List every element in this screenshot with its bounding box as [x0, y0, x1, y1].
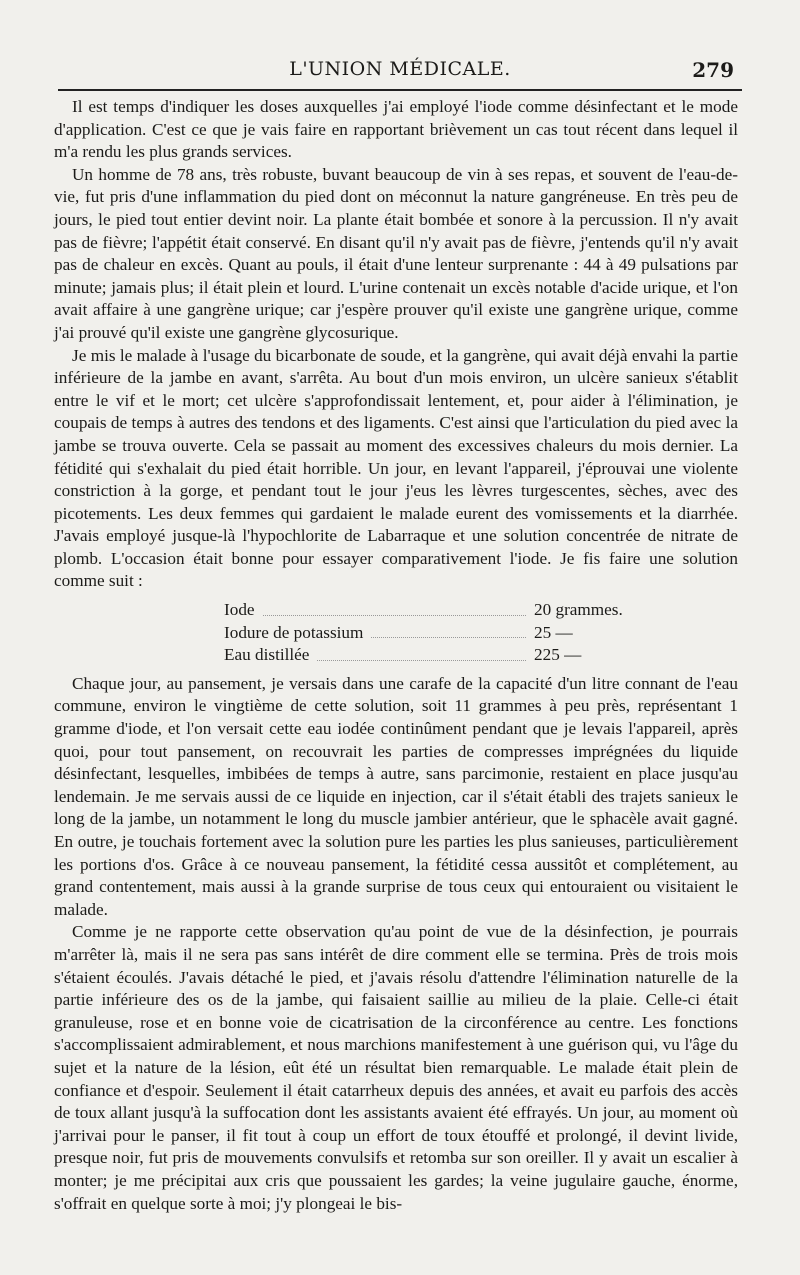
paragraph: Comme je ne rapporte cette observation qu'au point de vue de la désinfection, je pourrais m'arrêter là, mais il ne sera pas sans intérêt de dire comment elle se termina. Près de trois mois s'étaient écoulés. J'avais détaché le pied, et j'avais résolu d'attendre l'élimination naturelle de la partie inférieure des os de la jambe, qui faisaient saillie au milieu de la plaie. Celle-ci était granuleuse, rose et en bonne voie de cicatrisation de la circonférence au centre. Les fonctions s'accomplissaient admirablement, et nous marchions manifestement à une guérison qui, vu l'âge du sujet et la nature de la lésion, eût été un résultat bien remarquable. Le malade était plein de confiance et d'espoir. Seulement il était catarrheux depuis des années, et avait eu parfois des accès de toux allant jusqu'à la suffocation dont les assistants avaient été effrayés. Un jour, au moment où j'arrivai pour le panser, il fit tout à coup un effort de toux étouffé et prolongé, il devint livide, presque noir, fut pris de mouvements convulsifs et retomba sur son oreiller. Il y avait un escalier à monter; je me précipitai aux cris que poussaient les gardes; la veine jugulaire gauche, énorme, s'offrait en quelque sorte à moi; j'y plongeai le bis- — [54, 922, 738, 1213]
header-rule — [58, 89, 742, 91]
paragraph: Chaque jour, au pansement, je versais dans une carafe de la capacité d'un litre connant de l'eau commune, environ le vingtième de cette solution, soit 11 grammes à peu près, représentant 1 gramme d'iode, et l'on versait cette eau iodée continûment pendant que je levais l'appareil, après quoi, pour tout pansement, on recouvrait les parties de compresses imprégnées du liquide désinfectant, lesquelles, imbibées de temps à autre, sans parcimonie, restaient en place jusqu'au lendemain. Je me servais aussi de ce liquide en injection, car il s'était établi des trajets sanieux le long de la jambe, un notamment le long du muscle jambier antérieur, que le sphacèle avait gagné. En outre, je touchais fortement avec la solution pure les parties les plus sanieuses, particulièrement les portions d'os. Grâce à ce nouveau pansement, la fétidité cessa aussitôt et complétement, au grand contentement, mais aussi à la grande surprise de tous ceux qui entouraient ou visitaient le malade. — [54, 673, 738, 919]
formula-row — [224, 599, 644, 622]
formula-row — [224, 644, 644, 667]
formula-row — [224, 622, 644, 645]
paragraph: Je mis le malade à l'usage du bicarbonate de soude, et la gangrène, qui avait déjà envahi la partie inférieure de la jambe en avant, s'arrêta. Au bout d'un mois environ, un ulcère sanieux s'établit entre le vif et le mort; cet ulcère s'approfondissait lentement, et, pour aider à l'élimination, je coupais de temps à autres des tendons et des ligaments. C'est ainsi que l'articulation du pied avec la jambe se trouva ouverte. Cela se passait au moment des excessives chaleurs du mois dernier. La fétidité qui s'exhalait du pied était horrible. Un jour, en levant l'appareil, j'éprouvai une violente constriction à la gorge, et pendant tout le jour j'eus les lèvres turgescentes, sèches, avec des picotements. Les deux femmes qui gardaient le malade eurent des vomissements et la diarrhée. J'avais employé jusque-là l'hypochlorite de Labarraque et une solution concentrée de nitrate de plomb. L'occasion était bonne pour essayer comparativement l'iode. Je fis faire une solution comme suit : — [54, 345, 738, 591]
ingredient-name: Eau distillée — [224, 645, 310, 665]
ingredient-quantity: 20 grammes. — [534, 600, 623, 620]
ingredient-name: Iodure de potassium — [224, 622, 364, 642]
ingredient-quantity: 225 — — [534, 645, 582, 665]
page-number: 279 — [692, 58, 734, 82]
leader-dots — [317, 644, 526, 661]
paragraph: Un homme de 78 ans, très robuste, buvant beaucoup de vin à ses repas, et souvent de l'eau-de-vie, fut pris d'une inflammation du pied dont on méconnut la nature gangréneuse. En très peu de jours, le pied tout entier devint noir. La plante était bombée et sonore à la percussion. Il n'y avait pas de fièvre; l'appétit était conservé. En disant qu'il n'y avait pas de fièvre, j'entends qu'il n'y avait pas de chaleur en excès. Quant au pouls, il était d'une lenteur surprenante : 44 à 49 pulsations par minute; jamais plus; il était plein et lourd. L'urine contenait un excès notable d'acide urique, et l'on avait affaire à une gangrène urique; car j'espère prouver qu'il existe une gangrène urique, comme j'ai prouvé qu'il existe une gangrène glycosurique. — [54, 164, 738, 342]
paragraph: Il est temps d'indiquer les doses auxquelles j'ai employé l'iode comme désinfectant et le mode d'application. C'est ce que je vais faire en rapportant brièvement un cas tout récent dans lequel il m'a rendu les plus grands services. — [54, 97, 738, 162]
ingredient-quantity: 25 — — [534, 622, 573, 642]
running-title: L'UNION MÉDICALE. — [289, 58, 511, 80]
leader-dots — [263, 599, 526, 616]
leader-dots — [371, 622, 526, 639]
article-body — [54, 96, 738, 1215]
ingredient-name: Iode — [224, 600, 255, 620]
formula-table — [224, 599, 644, 667]
page-header — [58, 56, 742, 86]
